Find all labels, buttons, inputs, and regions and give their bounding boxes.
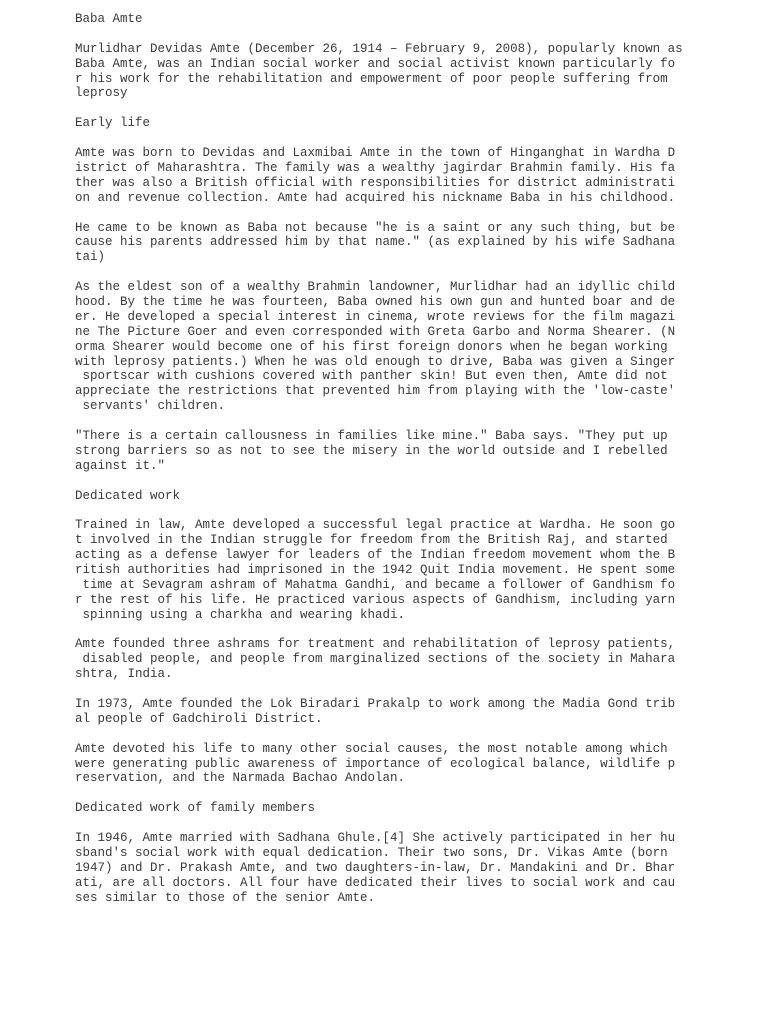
paragraph-line: As the eldest son of a wealthy Brahmin landowner, Murlidhar had an idyllic child (75, 280, 676, 295)
paragraph-line: spinning using a charkha and wearing khadi. (75, 607, 406, 622)
paragraph (75, 429, 685, 474)
paragraph-line: er. He developed a special interest in cinema, wrote reviews for the film magazi (75, 309, 676, 324)
paragraph-line: ritish authorities had imprisoned in the 1942 Quit India movement. He spent some (75, 563, 676, 577)
paragraph-line: ne The Picture Goer and even corresponded with Greta Garbo and Norma Shearer. (N (75, 324, 676, 339)
paragraph-line: time at Sevagram ashram of Mahatma Gandhi, and became a follower of Gandhism fo (75, 577, 676, 592)
paragraph-line: r the rest of his life. He practiced various aspects of Gandhism, including yarn (75, 592, 676, 607)
paragraph-line: disabled people, and people from marginalized sections of the society in Mahara (75, 652, 676, 667)
paragraph (75, 146, 685, 206)
paragraph-line: In 1973, Amte founded the Lok Biradari Prakalp to work among the Madia Gond trib (75, 697, 676, 712)
paragraph-line: were generating public awareness of importance of ecological balance, wildlife p (75, 756, 676, 771)
paragraph-line: r his work for the rehabilitation and empowerment of poor people suffering from (75, 71, 668, 86)
paragraph-line: orma Shearer would become one of his first foreign donors when he began working (75, 339, 668, 354)
paragraph-line: appreciate the restrictions that prevented him from playing with the 'low-caste' (75, 384, 676, 399)
paragraph (75, 221, 685, 266)
paragraph (75, 637, 685, 682)
paragraph (75, 42, 685, 102)
paragraph (75, 518, 685, 622)
paragraph-line: tai) (75, 250, 106, 265)
paragraph-line: Murlidhar Devidas Amte (December 26, 1914 – February 9, 2008), popularly known as (75, 41, 683, 56)
paragraph-line: Amte devoted his life to many other social causes, the most notable among which (75, 741, 668, 756)
paragraph-line: cause his parents addressed him by that name." (as explained by his wife Sadhana (75, 235, 676, 250)
document-body (75, 42, 685, 906)
section-heading: Dedicated work (75, 488, 181, 503)
paragraph-line: Trained in law, Amte developed a successful legal practice at Wardha. He soon go (75, 518, 676, 533)
paragraph-line: He came to be known as Baba not because "he is a saint or any such thing, but be (75, 220, 676, 235)
paragraph-line: sband's social work with equal dedication. Their two sons, Dr. Vikas Amte (born (75, 845, 668, 860)
paragraph-line: strong barriers so as not to see the misery in the world outside and I rebelled (75, 443, 668, 458)
paragraph (75, 831, 685, 905)
paragraph-line: 1947) and Dr. Prakash Amte, and two daughters-in-law, Dr. Mandakini and Dr. Bhar (75, 860, 676, 875)
paragraph-line: with leprosy patients.) When he was old enough to drive, Baba was given a Singer (75, 354, 676, 369)
paragraph-line: against it." (75, 458, 166, 473)
paragraph-line: ses similar to those of the senior Amte. (75, 890, 376, 905)
paragraph-line: acting as a defense lawyer for leaders of the Indian freedom movement whom the B (75, 548, 676, 563)
paragraph-line: al people of Gadchiroli District. (75, 711, 323, 726)
paragraph-line: ther was also a British official with responsibilities for district administrati (75, 175, 676, 190)
paragraph-line: leprosy (75, 86, 128, 101)
paragraph-line: In 1946, Amte married with Sadhana Ghule.[4] She actively participated in her hu (75, 831, 676, 846)
document-title: Baba Amte (75, 12, 143, 26)
paragraph-line: on and revenue collection. Amte had acquired his nickname Baba in his childhood. (75, 190, 676, 205)
section-heading: Dedicated work of family members (75, 801, 316, 816)
paragraph-line: servants' children. (75, 399, 226, 414)
paragraph-line: reservation, and the Narmada Bachao Andolan. (75, 771, 406, 786)
paragraph-line: Baba Amte, was an Indian social worker and social activist known particularly fo (75, 56, 676, 71)
paragraph-line: "There is a certain callousness in families like mine." Baba says. "They put up (75, 428, 668, 443)
paragraph (75, 742, 685, 787)
paragraph-line: shtra, India. (75, 667, 173, 682)
paragraph-line: Amte was born to Devidas and Laxmibai Amte in the town of Hinganghat in Wardha D (75, 146, 676, 161)
paragraph (75, 697, 685, 727)
section-heading: Early life (75, 116, 151, 131)
paragraph-line: ati, are all doctors. All four have dedicated their lives to social work and cau (75, 875, 676, 890)
paragraph-line: hood. By the time he was fourteen, Baba owned his own gun and hunted boar and de (75, 294, 676, 309)
paragraph-line: istrict of Maharashtra. The family was a wealthy jagirdar Brahmin family. His fa (75, 160, 676, 175)
paragraph (75, 280, 685, 414)
paragraph-line: Amte founded three ashrams for treatment and rehabilitation of leprosy patients, (75, 637, 676, 652)
document-page (75, 12, 685, 920)
paragraph-line: sportscar with cushions covered with panther skin! But even then, Amte did not (75, 369, 668, 384)
paragraph-line: t involved in the Indian struggle for freedom from the British Raj, and started (75, 533, 668, 548)
